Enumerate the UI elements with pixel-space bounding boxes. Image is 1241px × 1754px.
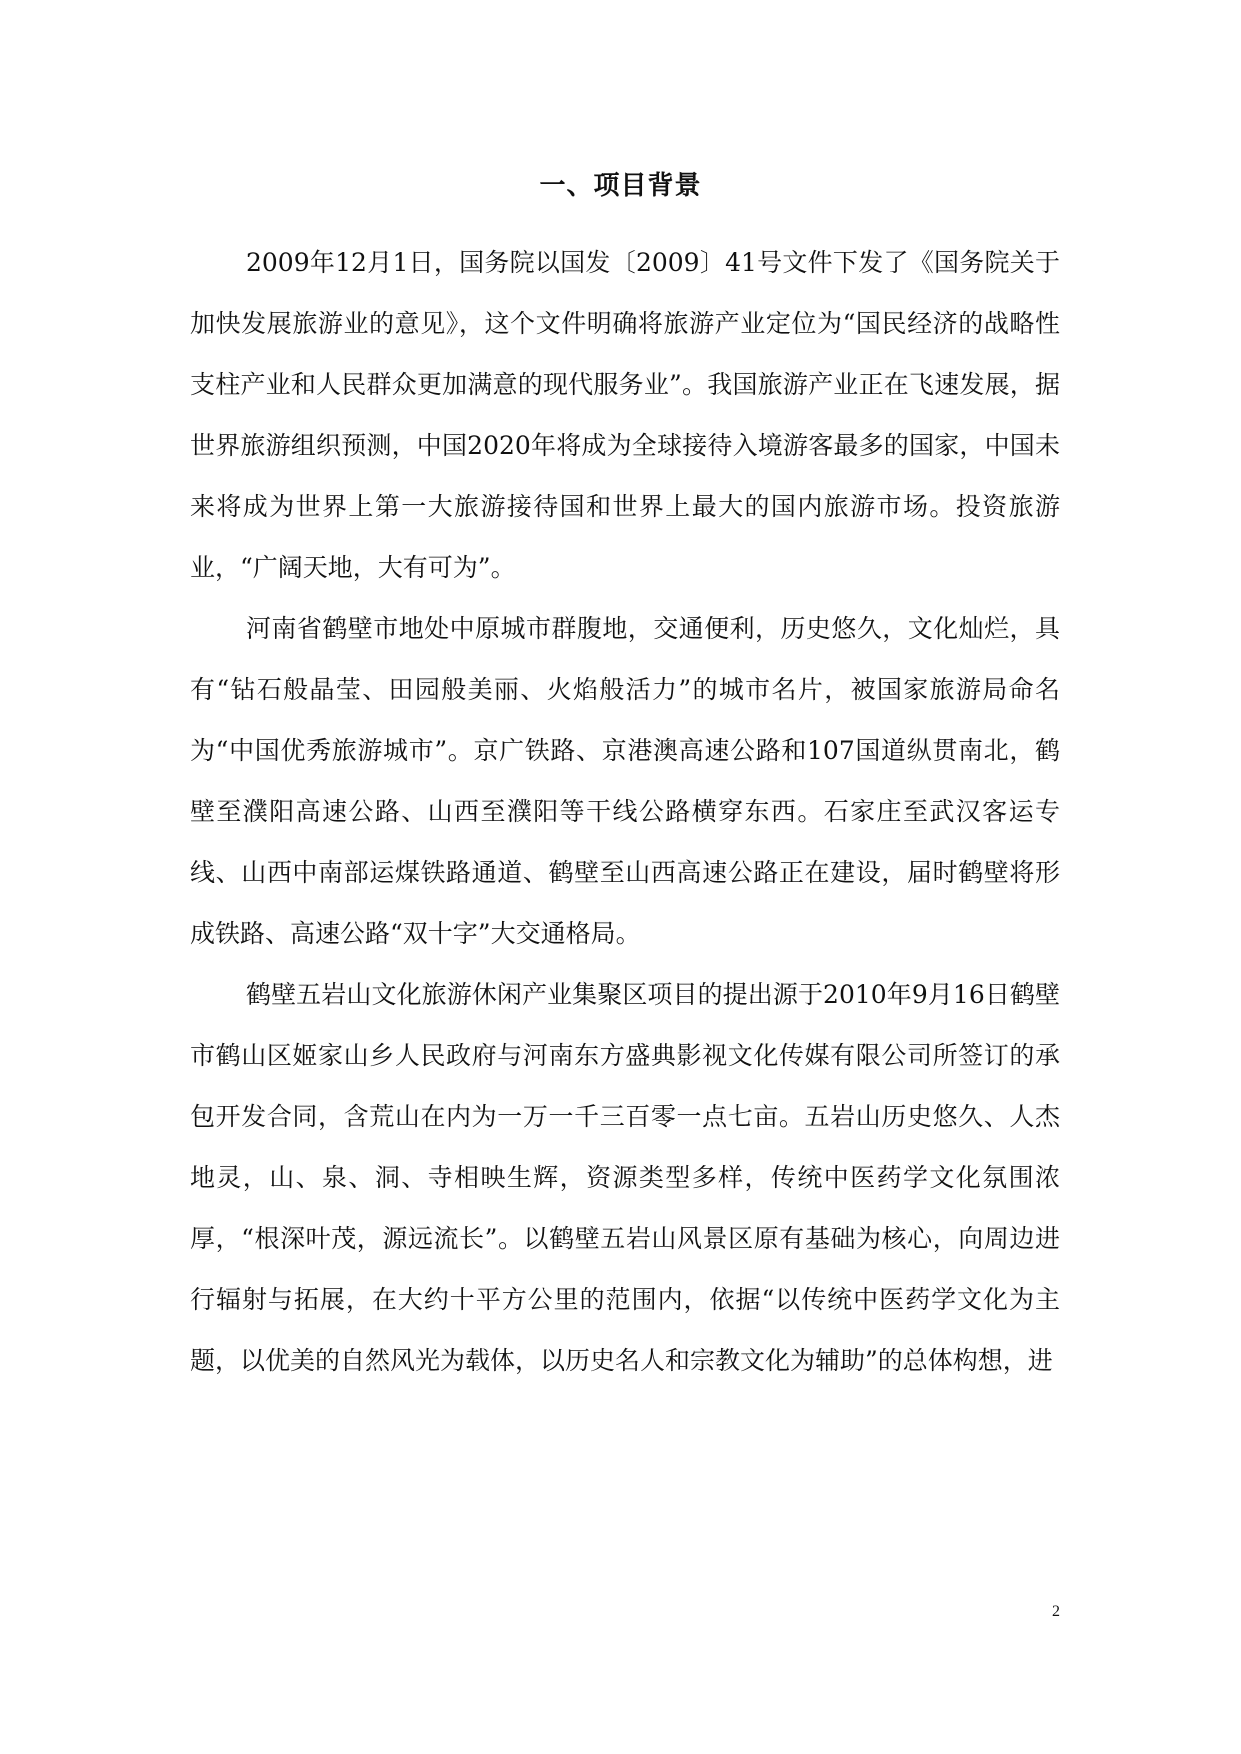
paragraph-wuyanshan-project: 鹤壁五岩山文化旅游休闲产业集聚区项目的提出源于2010年9月16日鹤壁市鹤山区姬家山乡人民政府与河南东方盛典影视文化传媒有限公司所签订的承包开发合同，含荒山在内为一万一千三百零一点七亩。五岩山历史悠久、人杰地灵，山、泉、洞、寺相映生辉，资源类型多样，传统中医药学文化氛围浓厚，“根深叶茂，源远流长”。以鹤壁五岩山风景区原有基础为核心，向周边进行辐射与拓展，在大约十平方公里的范围内，依据“以传统中医药学文化为主题，以优美的自然风光为载体，以历史名人和宗教文化为辅助”的总体构想，进: [190, 980, 1060, 1375]
section-heading: 一、项目背景: [539, 171, 702, 201]
page-number: 2: [1052, 1603, 1060, 1620]
body-text: [190, 232, 1060, 1391]
paragraph-hebi-location: 河南省鹤壁市地处中原城市群腹地，交通便利，历史悠久，文化灿烂，具有“钻石般晶莹、田园般美丽、火焰般活力”的城市名片，被国家旅游局命名为“中国优秀旅游城市”。京广铁路、京港澳高速公路和107国道纵贯南北，鹤壁至濮阳高速公路、山西至濮阳等干线公路横穿东西。石家庄至武汉客运专线、山西中南部运煤铁路通道、鹤壁至山西高速公路正在建设，届时鹤壁将形成铁路、高速公路“双十字”大交通格局。: [190, 614, 1060, 948]
paragraph-background-policy: 2009年12月1日，国务院以国发〔2009〕41号文件下发了《国务院关于加快发展旅游业的意见》，这个文件明确将旅游产业定位为“国民经济的战略性支柱产业和人民群众更加满意的现代服务业”。我国旅游产业正在飞速发展，据世界旅游组织预测，中国2020年将成为全球接待入境游客最多的国家，中国未来将成为世界上第一大旅游接待国和世界上最大的国内旅游市场。投资旅游业，“广阔天地，大有可为”。: [190, 248, 1060, 582]
